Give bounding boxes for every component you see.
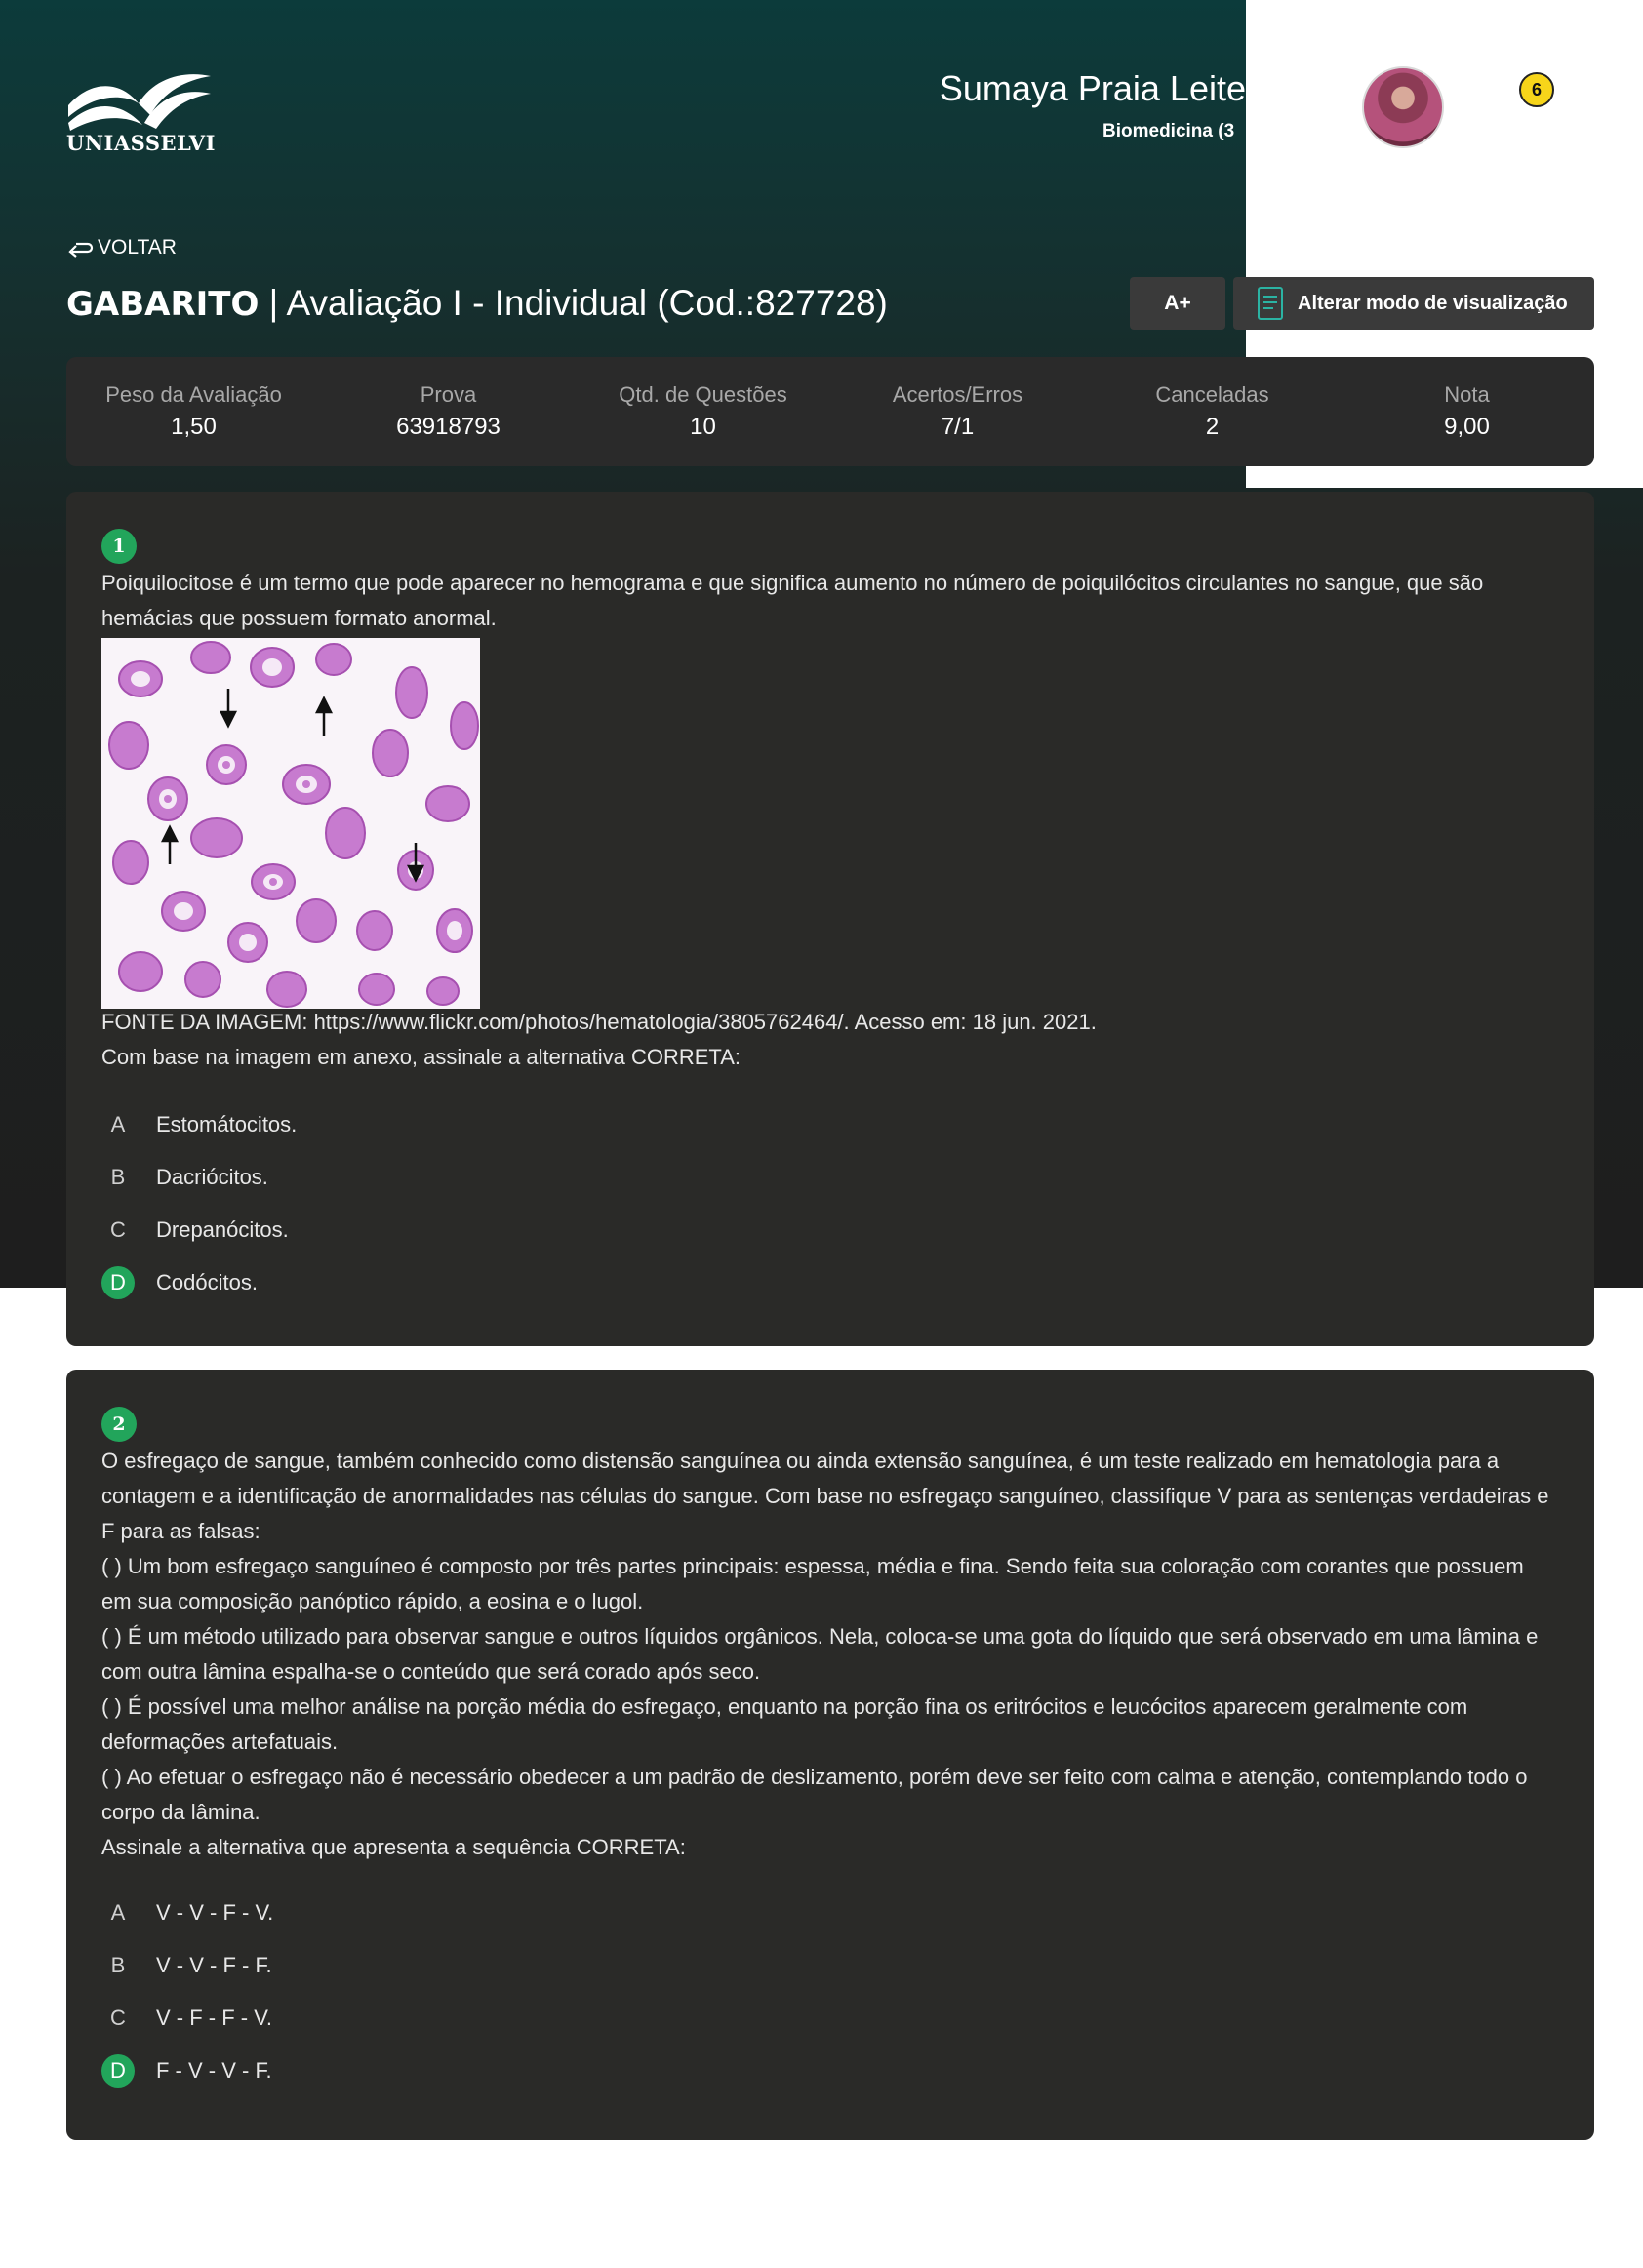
option-text: V - F - F - V. bbox=[156, 2006, 272, 2030]
summary-value: 7/1 bbox=[941, 414, 975, 440]
summary-value: 1,50 bbox=[171, 414, 217, 440]
question-prompt: Assinale a alternativa que apresenta a sequência CORRETA: bbox=[101, 1835, 686, 1859]
view-mode-button[interactable] bbox=[1233, 277, 1594, 330]
question-number-badge: 1 bbox=[101, 529, 137, 564]
question-card-1 bbox=[66, 492, 1594, 1346]
page-title-rest: | Avaliação I - Individual (Cod.:827728) bbox=[259, 283, 888, 323]
question-intro: Poiquilocitose é um termo que pode aparecer no hemograma e que significa aumento no número de poiquilócitos circulantes no sangue, que são hemácias que possuem formato anormal. bbox=[101, 571, 1484, 630]
document-icon bbox=[1257, 286, 1284, 321]
summary-cancelled bbox=[1085, 357, 1340, 466]
summary-label: Canceladas bbox=[1155, 382, 1269, 407]
back-label: VOLTAR bbox=[98, 236, 177, 259]
blood-smear-image bbox=[101, 638, 480, 1009]
user-name[interactable]: Sumaya Praia Leite bbox=[939, 68, 1246, 108]
page-title-strong: GABARITO bbox=[66, 285, 260, 324]
question-prompt: Com base na imagem em anexo, assinale a alternativa CORRETA: bbox=[101, 1045, 741, 1069]
statement-3: ( ) É possível uma melhor análise na porção média do esfregaço, enquanto na porção fina os eritrócitos e leucócitos aparecem geralmente com deformações artefatuais. bbox=[101, 1694, 1468, 1754]
question-body bbox=[101, 1444, 1555, 1865]
answer-options bbox=[101, 1887, 273, 2097]
option-b[interactable] bbox=[101, 1151, 297, 1204]
summary-question-count bbox=[576, 357, 830, 466]
summary-exam bbox=[321, 357, 576, 466]
summary-label: Nota bbox=[1444, 382, 1490, 407]
option-letter: C bbox=[110, 1217, 126, 1242]
back-link[interactable] bbox=[66, 236, 177, 259]
option-a[interactable] bbox=[101, 1887, 273, 1939]
option-letter-correct: D bbox=[101, 1266, 135, 1299]
user-course: Biomedicina (3 bbox=[1102, 121, 1235, 141]
option-b[interactable] bbox=[101, 1939, 273, 1992]
option-c[interactable] bbox=[101, 1992, 273, 2045]
summary-label: Qtd. de Questões bbox=[619, 382, 787, 407]
evaluation-summary bbox=[66, 357, 1594, 466]
summary-value: 2 bbox=[1205, 414, 1220, 440]
option-text: V - V - F - F. bbox=[156, 1953, 272, 1977]
red-blood-cells-illustration bbox=[101, 638, 480, 1009]
option-text: Codócitos. bbox=[156, 1270, 258, 1294]
summary-value: 63918793 bbox=[396, 414, 501, 440]
option-d-correct[interactable] bbox=[101, 2045, 273, 2097]
option-text: Estomátocitos. bbox=[156, 1112, 298, 1136]
question-number-badge: 2 bbox=[101, 1407, 137, 1442]
option-letter: B bbox=[110, 1953, 126, 1977]
option-letter: B bbox=[110, 1165, 126, 1189]
option-text: V - V - F - V. bbox=[156, 1900, 274, 1925]
summary-value: 9,00 bbox=[1444, 414, 1490, 440]
summary-label: Peso da Avaliação bbox=[105, 382, 282, 407]
statement-1: ( ) Um bom esfregaço sanguíneo é composto por três partes principais: espessa, média e fina. Sendo feita sua coloração com corantes que possuem em sua composição panóptico rápido, a eosina e o lugol. bbox=[101, 1554, 1524, 1613]
option-letter: C bbox=[110, 2006, 126, 2030]
option-text: F - V - V - F. bbox=[156, 2058, 272, 2083]
return-arrow-icon bbox=[66, 237, 94, 259]
summary-label: Prova bbox=[420, 382, 477, 407]
statement-2: ( ) É um método utilizado para observar sangue e outros líquidos orgânicos. Nela, coloca-se uma gota do líquido que será observado em uma lâmina e com outra lâmina espalha-se o conteúdo que será corado após seco. bbox=[101, 1624, 1539, 1684]
option-d-correct[interactable] bbox=[101, 1256, 297, 1309]
statement-4: ( ) Ao efetuar o esfregaço não é necessário obedecer a um padrão de deslizamento, porém deve ser feito com calma e atenção, contemplando todo o corpo da lâmina. bbox=[101, 1765, 1528, 1824]
view-mode-label: Alterar modo de visualização bbox=[1298, 292, 1568, 314]
option-text: Dacriócitos. bbox=[156, 1165, 268, 1189]
summary-value: 10 bbox=[690, 414, 716, 440]
user-avatar[interactable] bbox=[1362, 66, 1444, 148]
question-card-2 bbox=[66, 1370, 1594, 2140]
uniasselvi-logo[interactable] bbox=[66, 66, 216, 159]
logo-text: UNIASSELVI bbox=[66, 131, 216, 155]
page-title bbox=[66, 283, 888, 324]
logo-wings-icon bbox=[66, 66, 213, 131]
increase-font-button[interactable]: A+ bbox=[1130, 277, 1225, 330]
answer-options bbox=[101, 1098, 297, 1309]
image-source: FONTE DA IMAGEM: https://www.flickr.com/photos/hematologia/3805762464/. Acesso em: 18 jun. 2021. bbox=[101, 1010, 1097, 1034]
option-letter: A bbox=[110, 1112, 126, 1136]
question-paragraph: O esfregaço de sangue, também conhecido como distensão sanguínea ou ainda extensão sanguínea, é um teste realizado em hematologia para a contagem e a identificação de anormalidades nas células do sangue. Com base no esfregaço sanguíneo, classifique V para as sentenças verdadeiras e F para as falsas: bbox=[101, 1449, 1549, 1543]
option-letter: A bbox=[110, 1900, 126, 1925]
notification-badge[interactable]: 6 bbox=[1519, 72, 1554, 107]
summary-weight bbox=[66, 357, 321, 466]
summary-grade bbox=[1340, 357, 1594, 466]
option-a[interactable] bbox=[101, 1098, 297, 1151]
option-c[interactable] bbox=[101, 1204, 297, 1256]
option-letter-correct: D bbox=[101, 2054, 135, 2088]
summary-hits-misses bbox=[830, 357, 1085, 466]
option-text: Drepanócitos. bbox=[156, 1217, 289, 1242]
summary-label: Acertos/Erros bbox=[892, 382, 1023, 407]
